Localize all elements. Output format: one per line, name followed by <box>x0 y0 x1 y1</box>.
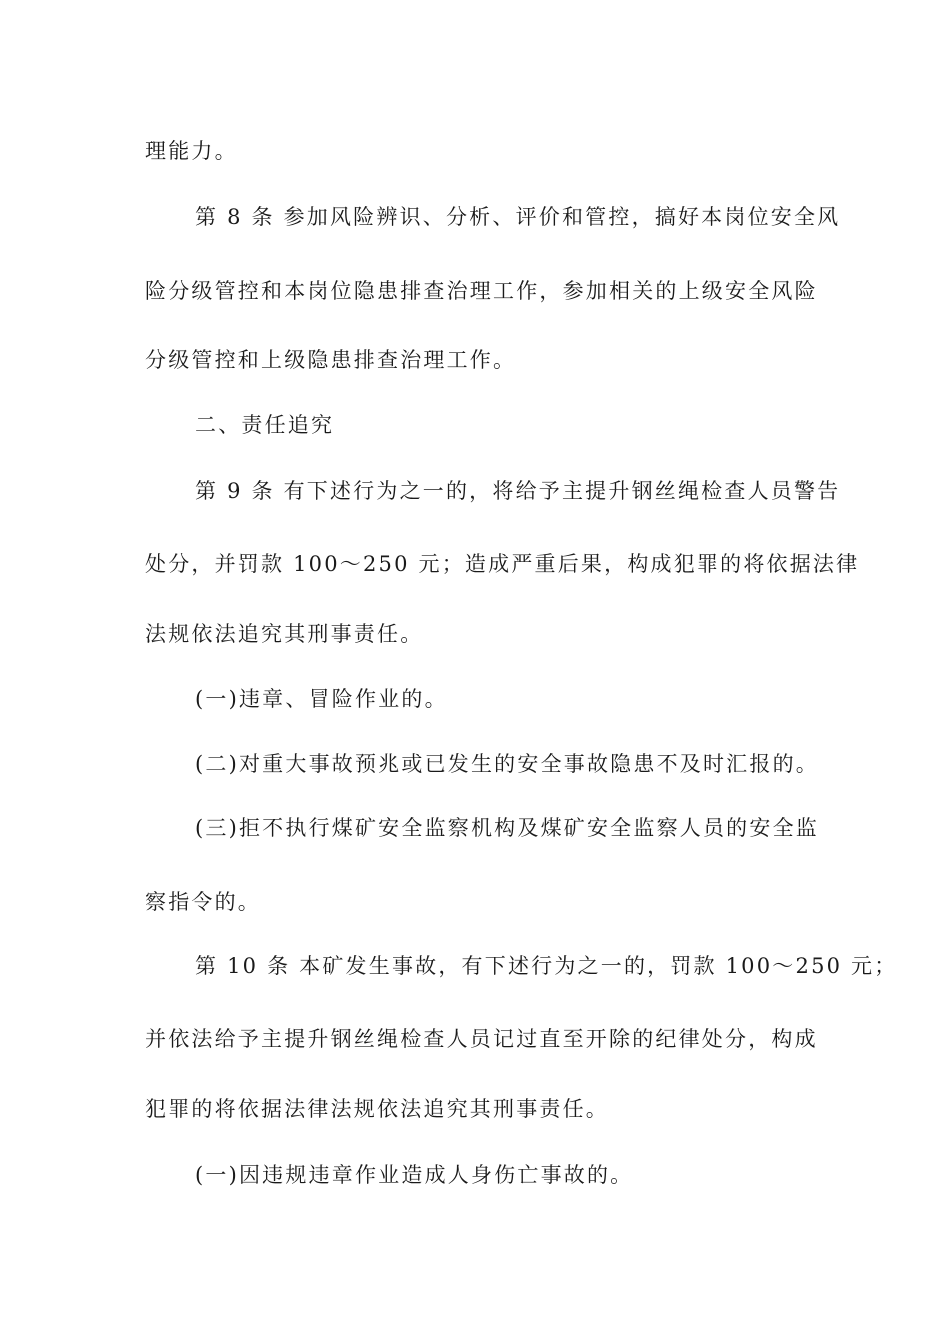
list-item: (三)拒不执行煤矿安全监察机构及煤矿安全监察人员的安全监 <box>195 816 819 840</box>
text-line: 处分，并罚款 100～250 元；造成严重后果，构成犯罪的将依据法律 <box>145 552 860 576</box>
text-line: 并依法给予主提升钢丝绳检查人员记过直至开除的纪律处分，构成 <box>145 1027 818 1051</box>
text-line: 察指令的。 <box>145 890 261 914</box>
text-line: 理能力。 <box>145 139 238 163</box>
list-item: (二)对重大事故预兆或已发生的安全事故隐患不及时汇报的。 <box>195 752 819 776</box>
section-heading-accountability: 二、责任追究 <box>195 413 335 437</box>
text-line: 险分级管控和本岗位隐患排查治理工作，参加相关的上级安全风险 <box>145 279 818 303</box>
article-8-heading-line: 第 8 条 参加风险辨识、分析、评价和管控，搞好本岗位安全风 <box>195 205 841 229</box>
article-9-heading-line: 第 9 条 有下述行为之一的，将给予主提升钢丝绳检查人员警告 <box>195 479 841 503</box>
list-item: (一)违章、冒险作业的。 <box>195 687 448 711</box>
text-line: 法规依法追究其刑事责任。 <box>145 622 424 646</box>
text-line: 分级管控和上级隐患排查治理工作。 <box>145 348 517 372</box>
article-10-heading-line: 第 10 条 本矿发生事故，有下述行为之一的，罚款 100～250 元； <box>195 954 898 978</box>
list-item: (一)因违规违章作业造成人身伤亡事故的。 <box>195 1163 634 1187</box>
text-line: 犯罪的将依据法律法规依法追究其刑事责任。 <box>145 1097 609 1121</box>
